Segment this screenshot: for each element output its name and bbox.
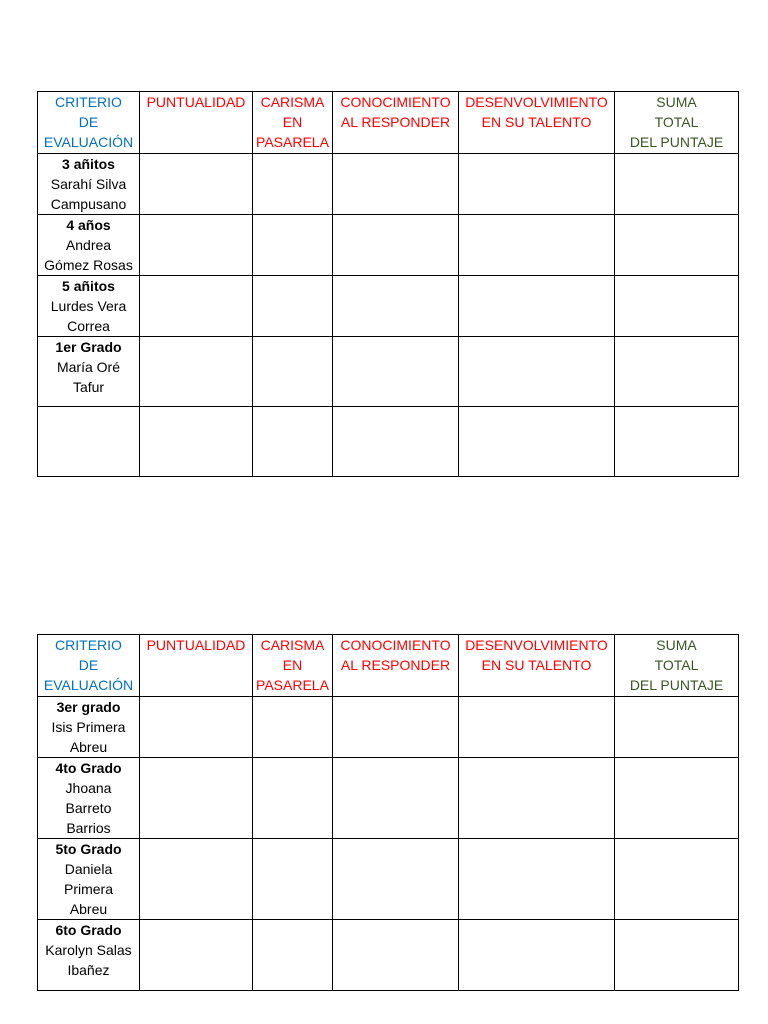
score-cell[interactable]	[253, 920, 333, 991]
score-cell[interactable]	[140, 154, 253, 215]
score-cell[interactable]	[333, 697, 459, 758]
header-line: CARISMA	[260, 637, 325, 653]
score-cell[interactable]	[459, 839, 615, 920]
score-cell[interactable]	[140, 839, 253, 920]
score-cell[interactable]	[333, 276, 459, 337]
header-line: PASARELA	[256, 677, 329, 693]
total-cell[interactable]	[615, 920, 739, 991]
score-cell[interactable]	[140, 337, 253, 407]
participant-name: Primera	[63, 881, 113, 897]
level-label: 1er Grado	[55, 339, 122, 355]
table-row	[38, 276, 739, 337]
header-line: CRITERIO	[55, 637, 122, 653]
header-puntualidad	[140, 635, 253, 697]
score-cell[interactable]	[333, 154, 459, 215]
participant-cell	[38, 154, 140, 215]
table-row	[38, 697, 739, 758]
level-label: 5 añitos	[62, 278, 115, 294]
score-cell[interactable]	[253, 407, 333, 477]
table-row-empty	[38, 407, 739, 477]
header-line: CONOCIMIENTO	[340, 94, 451, 110]
header-line: DEL PUNTAJE	[629, 134, 724, 150]
header-line: SUMA	[656, 94, 697, 110]
score-cell[interactable]	[333, 920, 459, 991]
score-cell[interactable]	[459, 276, 615, 337]
header-line: SUMA	[656, 637, 697, 653]
score-cell[interactable]	[253, 337, 333, 407]
header-line: DEL PUNTAJE	[629, 677, 724, 693]
score-cell[interactable]	[140, 215, 253, 276]
participant-name: Karolyn Salas	[45, 942, 132, 958]
participant-name: Ibañez	[67, 962, 110, 978]
header-line: AL RESPONDER	[340, 657, 451, 673]
header-line: AL RESPONDER	[340, 114, 451, 130]
table-row	[38, 839, 739, 920]
score-cell[interactable]	[253, 758, 333, 839]
header-line: PUNTUALIDAD	[146, 94, 246, 110]
header-line: EVALUACIÓN	[43, 677, 134, 693]
score-cell[interactable]	[253, 276, 333, 337]
header-suma	[615, 635, 739, 697]
score-cell[interactable]	[140, 758, 253, 839]
score-cell[interactable]	[459, 758, 615, 839]
score-cell[interactable]	[140, 697, 253, 758]
score-cell[interactable]	[253, 215, 333, 276]
score-cell[interactable]	[459, 154, 615, 215]
evaluation-table-2	[37, 634, 739, 991]
score-cell[interactable]	[333, 758, 459, 839]
header-line: PUNTUALIDAD	[146, 637, 246, 653]
header-line: EVALUACIÓN	[43, 134, 134, 150]
header-line: CARISMA	[260, 94, 325, 110]
header-conocimiento	[333, 92, 459, 154]
score-cell[interactable]	[333, 215, 459, 276]
total-cell[interactable]	[615, 697, 739, 758]
header-line: DE	[78, 114, 99, 130]
participant-cell	[38, 839, 140, 920]
header-row	[38, 92, 739, 154]
header-line: PASARELA	[256, 134, 329, 150]
header-row	[38, 635, 739, 697]
header-carisma	[253, 635, 333, 697]
score-cell[interactable]	[333, 407, 459, 477]
table-row	[38, 154, 739, 215]
level-label: 5to Grado	[55, 841, 122, 857]
score-cell[interactable]	[333, 337, 459, 407]
total-cell[interactable]	[615, 276, 739, 337]
header-line: EN	[282, 657, 303, 673]
table-row	[38, 920, 739, 991]
score-cell[interactable]	[140, 407, 253, 477]
score-cell[interactable]	[253, 154, 333, 215]
participant-cell	[38, 758, 140, 839]
header-line: EN SU TALENTO	[481, 657, 592, 673]
total-cell[interactable]	[615, 407, 739, 477]
participant-name: Abreu	[69, 901, 108, 917]
header-carisma	[253, 92, 333, 154]
participant-name: Abreu	[69, 739, 108, 755]
participant-cell	[38, 697, 140, 758]
header-desenvolvimiento	[459, 635, 615, 697]
header-line: EN SU TALENTO	[481, 114, 592, 130]
score-cell[interactable]	[253, 839, 333, 920]
participant-cell[interactable]	[38, 407, 140, 477]
score-cell[interactable]	[140, 276, 253, 337]
header-line: DESENVOLVIMIENTO	[465, 637, 608, 653]
header-conocimiento	[333, 635, 459, 697]
total-cell[interactable]	[615, 758, 739, 839]
total-cell[interactable]	[615, 154, 739, 215]
header-line: TOTAL	[654, 657, 699, 673]
participant-name: Sarahí Silva	[50, 176, 127, 192]
participant-cell	[38, 276, 140, 337]
header-suma	[615, 92, 739, 154]
participant-cell	[38, 337, 140, 407]
participant-name: Daniela	[64, 861, 113, 877]
score-cell[interactable]	[459, 215, 615, 276]
score-cell[interactable]	[253, 697, 333, 758]
score-cell[interactable]	[459, 407, 615, 477]
header-line: TOTAL	[654, 114, 699, 130]
level-label: 3 añitos	[62, 156, 115, 172]
header-criterio	[38, 635, 140, 697]
total-cell[interactable]	[615, 337, 739, 407]
header-puntualidad	[140, 92, 253, 154]
participant-name: María Oré	[56, 359, 120, 375]
header-desenvolvimiento	[459, 92, 615, 154]
evaluation-table-1	[37, 91, 739, 477]
participant-cell	[38, 920, 140, 991]
table-row	[38, 215, 739, 276]
score-cell[interactable]	[140, 920, 253, 991]
score-cell[interactable]	[459, 697, 615, 758]
level-label: 6to Grado	[55, 922, 122, 938]
score-cell[interactable]	[333, 839, 459, 920]
header-line: DESENVOLVIMIENTO	[465, 94, 608, 110]
table-row	[38, 758, 739, 839]
level-label: 4to Grado	[55, 760, 122, 776]
table-row	[38, 337, 739, 407]
header-line: EN	[282, 114, 303, 130]
level-label: 3er grado	[56, 699, 121, 715]
total-cell[interactable]	[615, 215, 739, 276]
participant-name: Correa	[67, 318, 110, 334]
participant-name: Barrios	[66, 820, 111, 836]
header-criterio	[38, 92, 140, 154]
participant-name: Isis Primera	[51, 719, 126, 735]
total-cell[interactable]	[615, 839, 739, 920]
participant-name: Tafur	[72, 379, 105, 395]
score-cell[interactable]	[459, 337, 615, 407]
header-line: CONOCIMIENTO	[340, 637, 451, 653]
participant-name: Jhoana	[65, 780, 112, 796]
participant-name: Campusano	[50, 196, 127, 212]
participant-cell	[38, 215, 140, 276]
participant-name: Lurdes Vera	[50, 298, 127, 314]
participant-name: Barreto	[65, 800, 112, 816]
score-cell[interactable]	[459, 920, 615, 991]
header-line: DE	[78, 657, 99, 673]
participant-name: Gómez Rosas	[44, 257, 133, 273]
header-line: CRITERIO	[55, 94, 122, 110]
participant-name: Andrea	[65, 237, 112, 253]
level-label: 4 años	[66, 217, 111, 233]
